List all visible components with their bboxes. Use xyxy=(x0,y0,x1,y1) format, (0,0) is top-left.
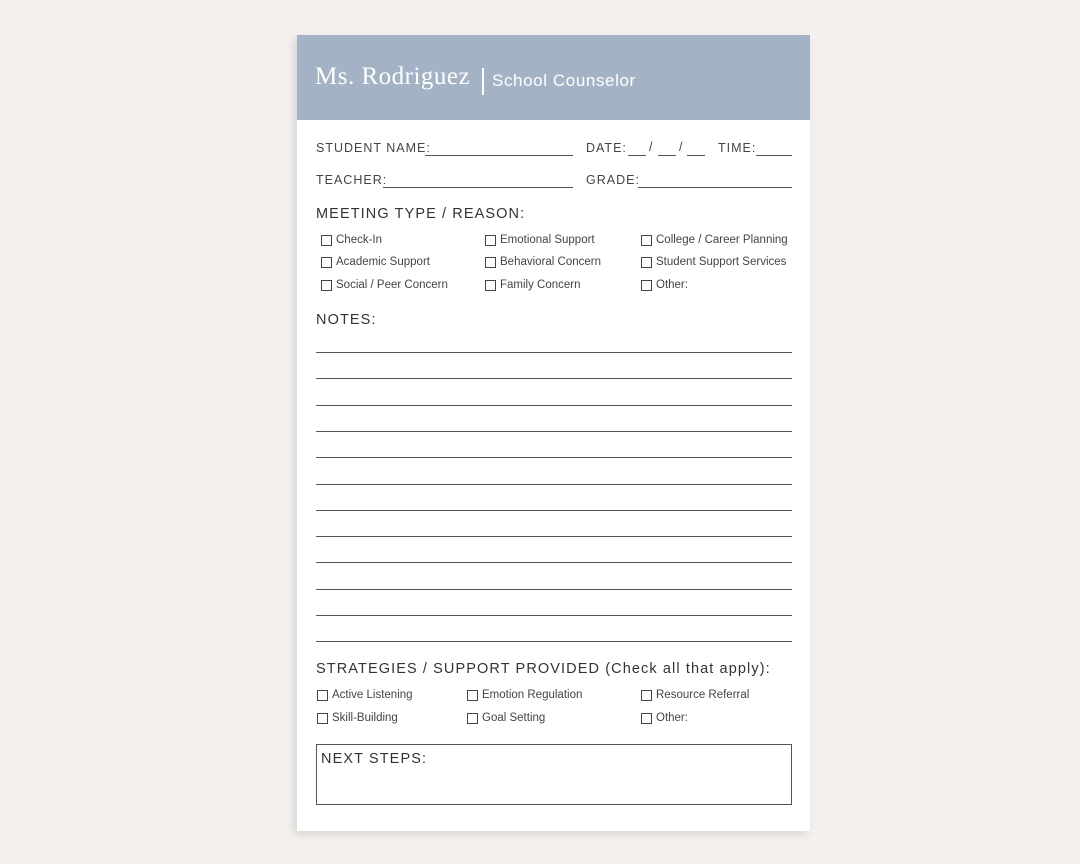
teacher-line[interactable] xyxy=(383,187,573,188)
checkbox[interactable] xyxy=(641,690,652,701)
date-day-line[interactable] xyxy=(658,155,676,156)
date-month-line[interactable] xyxy=(628,155,646,156)
strategy-option[interactable]: Other: xyxy=(641,712,688,724)
notes-line[interactable] xyxy=(316,457,792,458)
checkbox[interactable] xyxy=(485,235,496,246)
notes-heading: NOTES: xyxy=(316,312,377,328)
meeting-option[interactable]: Student Support Services xyxy=(641,256,786,268)
meeting-option[interactable]: Emotional Support xyxy=(485,234,595,246)
notes-line[interactable] xyxy=(316,484,792,485)
strategy-option[interactable]: Goal Setting xyxy=(467,712,545,724)
checkbox[interactable] xyxy=(321,280,332,291)
grade-label: GRADE: xyxy=(586,173,640,187)
checkbox[interactable] xyxy=(641,235,652,246)
meeting-type-heading: MEETING TYPE / REASON: xyxy=(316,206,526,222)
date-year-line[interactable] xyxy=(687,155,705,156)
time-line[interactable] xyxy=(756,155,792,156)
time-label: TIME: xyxy=(718,141,757,155)
notes-line[interactable] xyxy=(316,641,792,642)
header-divider xyxy=(482,68,484,95)
strategy-option[interactable]: Active Listening xyxy=(317,689,413,701)
notes-line[interactable] xyxy=(316,536,792,537)
strategy-option[interactable]: Resource Referral xyxy=(641,689,749,701)
form-header xyxy=(297,35,810,120)
notes-line[interactable] xyxy=(316,378,792,379)
notes-line[interactable] xyxy=(316,562,792,563)
checkbox[interactable] xyxy=(321,257,332,268)
notes-line[interactable] xyxy=(316,615,792,616)
meeting-option[interactable]: Behavioral Concern xyxy=(485,256,601,268)
student-name-label: STUDENT NAME: xyxy=(316,141,431,155)
checkbox[interactable] xyxy=(321,235,332,246)
checkbox[interactable] xyxy=(485,257,496,268)
counselor-form-sheet xyxy=(297,35,810,831)
date-slash-1: / xyxy=(649,140,654,154)
meeting-option[interactable]: Check-In xyxy=(321,234,382,246)
meeting-option[interactable]: College / Career Planning xyxy=(641,234,788,246)
strategies-heading: STRATEGIES / SUPPORT PROVIDED (Check all that apply): xyxy=(316,661,771,677)
notes-line[interactable] xyxy=(316,510,792,511)
counselor-role: School Counselor xyxy=(492,71,636,90)
checkbox[interactable] xyxy=(485,280,496,291)
checkbox[interactable] xyxy=(317,713,328,724)
strategy-option[interactable]: Skill-Building xyxy=(317,712,398,724)
notes-line[interactable] xyxy=(316,405,792,406)
notes-line[interactable] xyxy=(316,352,792,353)
next-steps-heading: NEXT STEPS: xyxy=(321,751,428,767)
meeting-option[interactable]: Social / Peer Concern xyxy=(321,279,448,291)
notes-line[interactable] xyxy=(316,589,792,590)
meeting-option[interactable]: Other: xyxy=(641,279,688,291)
checkbox[interactable] xyxy=(641,257,652,268)
checkbox[interactable] xyxy=(641,280,652,291)
checkbox[interactable] xyxy=(317,690,328,701)
notes-line[interactable] xyxy=(316,431,792,432)
date-slash-2: / xyxy=(679,140,684,154)
student-name-line[interactable] xyxy=(425,155,573,156)
teacher-label: TEACHER: xyxy=(316,173,388,187)
strategy-option[interactable]: Emotion Regulation xyxy=(467,689,582,701)
checkbox[interactable] xyxy=(467,690,478,701)
date-label: DATE: xyxy=(586,141,627,155)
next-steps-box[interactable] xyxy=(316,744,792,805)
meeting-option[interactable]: Academic Support xyxy=(321,256,430,268)
counselor-name: Ms. Rodriguez xyxy=(315,63,471,90)
grade-line[interactable] xyxy=(638,187,792,188)
checkbox[interactable] xyxy=(641,713,652,724)
checkbox[interactable] xyxy=(467,713,478,724)
meeting-option[interactable]: Family Concern xyxy=(485,279,581,291)
